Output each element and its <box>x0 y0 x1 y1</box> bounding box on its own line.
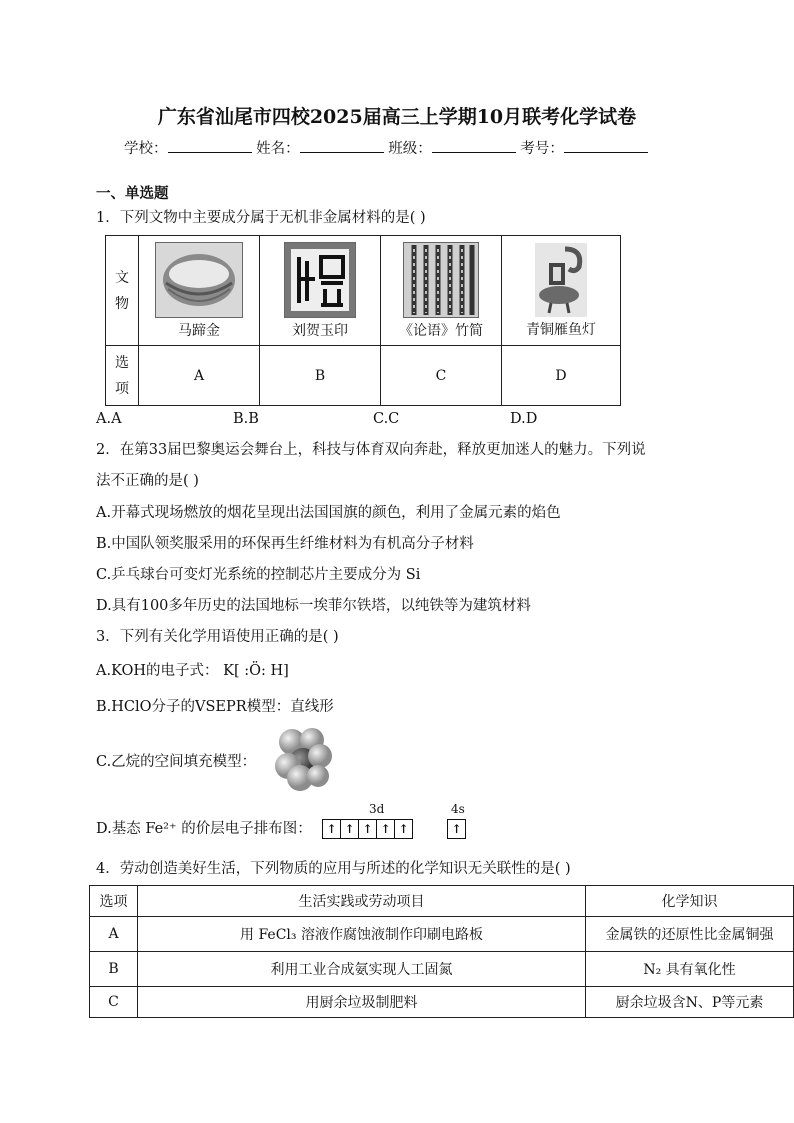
q1-header-char: 物 <box>115 295 129 312</box>
orbital-box: ↑ <box>322 819 341 839</box>
q4-cell-practice: 用 FeCl₃ 溶液作腐蚀液制作印刷电路板 <box>138 917 586 952</box>
number-blank[interactable] <box>564 138 648 153</box>
artifact-caption: 《论语》竹简 <box>399 322 483 339</box>
name-label: 姓名： <box>256 141 300 157</box>
q1-header-char: 文 <box>115 269 129 286</box>
orbital-box: ↑ <box>447 819 466 839</box>
label-3d: 3d <box>369 802 385 816</box>
q1-option-c[interactable]: C.C <box>373 411 400 427</box>
bamboo-slips-image <box>403 242 479 318</box>
name-blank[interactable] <box>300 138 384 153</box>
class-label: 班级： <box>388 141 432 157</box>
orbital-4s-box <box>447 819 465 839</box>
q4-cell-knowledge: 金属铁的还原性比金属铜强 <box>586 917 794 952</box>
number-label: 考号： <box>520 141 564 157</box>
q2-option-b[interactable]: B.中国队领奖服采用的环保再生纤维材料为有机高分子材料 <box>96 536 474 552</box>
q2-option-d[interactable]: D.具有100多年历史的法国地标一埃菲尔铁塔，以纯铁等为建筑材料 <box>96 598 531 614</box>
q2-stem-line2: 法不正确的是( ) <box>96 473 199 489</box>
orbital-box: ↑ <box>394 819 413 839</box>
q4-cell-option: C <box>90 987 138 1018</box>
school-label: 学校： <box>124 141 168 157</box>
bronze-goose-lamp-image <box>535 243 587 317</box>
q4-header-knowledge: 化学知识 <box>586 886 794 917</box>
q1-letter-cell: D <box>502 346 621 406</box>
q4-stem: 4．劳动创造美好生活，下列物质的应用与所述的化学知识无关联性的是( ) <box>96 861 571 877</box>
q1-artifact-cell <box>381 236 502 346</box>
horseshoe-gold-image <box>155 242 243 318</box>
q1-artifact-cell <box>260 236 381 346</box>
artifact-caption: 刘贺玉印 <box>292 322 348 339</box>
q1-option-b[interactable]: B.B <box>233 411 259 427</box>
q3-stem: 3．下列有关化学用语使用正确的是( ) <box>96 629 339 645</box>
artifact-caption: 马蹄金 <box>178 322 220 339</box>
q2-stem-line1: 2．在第33届巴黎奥运会舞台上，科技与体育双向奔赴，释放更加迷人的魅力。下列说 <box>96 442 646 458</box>
student-info-line <box>124 137 648 158</box>
q1-artifact-cell <box>502 236 621 346</box>
q4-cell-option: B <box>90 952 138 987</box>
orbital-box: ↑ <box>358 819 377 839</box>
q4-cell-knowledge: N₂ 具有氧化性 <box>586 952 794 987</box>
q2-option-c[interactable]: C.乒乓球台可变灯光系统的控制芯片主要成分为 Si <box>96 567 421 583</box>
q1-stem: 1．下列文物中主要成分属于无机非金属材料的是( ) <box>96 210 426 226</box>
koh-electron-formula: K[ :Ö: H] <box>223 663 289 679</box>
page-title: 广东省汕尾市四校2025届高三上学期10月联考化学试卷 <box>157 106 637 128</box>
orbital-box: ↑ <box>340 819 359 839</box>
q3-option-b[interactable]: B.HClO分子的VSEPR模型：直线形 <box>96 699 334 715</box>
q1-letter-cell: B <box>260 346 381 406</box>
q1-option-a[interactable]: A.A <box>96 411 122 427</box>
label-4s: 4s <box>451 802 465 816</box>
q3-option-a[interactable] <box>96 659 289 680</box>
q4-header-option: 选项 <box>90 886 138 917</box>
q1-option-d[interactable]: D.D <box>510 411 538 427</box>
q4-cell-knowledge: 厨余垃圾含N、P等元素 <box>586 987 794 1018</box>
q1-table <box>105 235 621 406</box>
q1-row-header-option <box>106 346 139 406</box>
q1-artifact-cell <box>139 236 260 346</box>
q1-header-char: 项 <box>115 380 129 397</box>
orbital-3d-boxes <box>322 819 412 839</box>
artifact-caption: 青铜雁鱼灯 <box>526 321 596 338</box>
orbital-box: ↑ <box>376 819 395 839</box>
q1-header-char: 选 <box>115 354 129 371</box>
q4-cell-option: A <box>90 917 138 952</box>
class-blank[interactable] <box>432 138 516 153</box>
q2-option-a[interactable]: A.开幕式现场燃放的烟花呈现出法国国旗的颜色，利用了金属元素的焰色 <box>96 505 561 521</box>
q4-cell-practice: 利用工业合成氨实现人工固氮 <box>138 952 586 987</box>
q1-letter-cell: A <box>139 346 260 406</box>
school-blank[interactable] <box>168 138 252 153</box>
q4-cell-practice: 用厨余垃圾制肥料 <box>138 987 586 1018</box>
jade-seal-image <box>284 242 356 318</box>
q1-letter-cell: C <box>381 346 502 406</box>
section-heading: 一、单选题 <box>96 185 169 202</box>
q4-header-practice: 生活实践或劳动项目 <box>138 886 586 917</box>
q4-table <box>89 885 794 1018</box>
q3-option-a-label: A.KOH的电子式： <box>96 663 219 679</box>
q3-option-c[interactable]: C.乙烷的空间填充模型： <box>96 754 257 770</box>
ethane-space-filling-model <box>268 724 338 798</box>
q3-option-d[interactable]: D.基态 Fe²⁺ 的价层电子排布图： <box>96 821 312 837</box>
q1-row-header-artifact <box>106 236 139 346</box>
